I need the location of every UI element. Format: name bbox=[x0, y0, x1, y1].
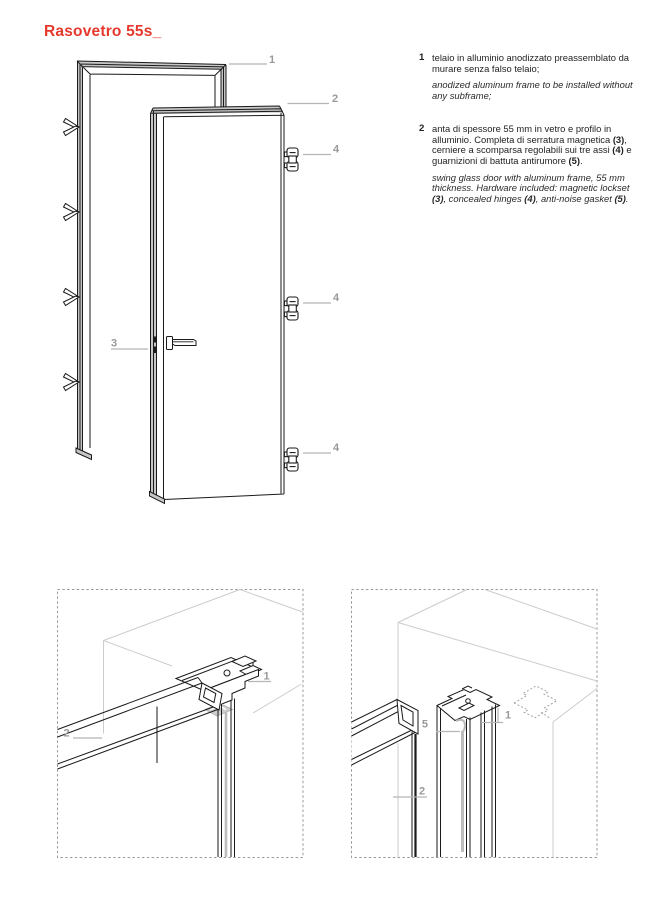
note-text-italian bbox=[432, 53, 633, 74]
note-text-segment: anta di spessore 55 mm in vetro e profilo in alluminio. Completa di serratura magnetica bbox=[432, 122, 613, 145]
wall-clip-icon bbox=[64, 204, 80, 221]
detail-right bbox=[352, 590, 598, 858]
note-text-english bbox=[432, 80, 633, 101]
note-text-segment: , cerniere a scomparsa regolabili sui tre assi bbox=[432, 133, 627, 156]
callout-hinge-top: 4 bbox=[333, 143, 340, 156]
detail-left bbox=[58, 590, 304, 858]
gasket-curl bbox=[456, 720, 465, 732]
callout-detail-right-gasket: 5 bbox=[421, 718, 428, 731]
note-text-segment: . bbox=[625, 193, 629, 205]
detail-left-door-panel bbox=[58, 678, 223, 770]
main-figure bbox=[64, 54, 341, 504]
note-text-segment: telaio in alluminio anodizzato preassemblato da murare senza falso telaio; bbox=[432, 52, 629, 74]
note-text-segment-bold: (3) bbox=[612, 133, 625, 145]
door-drawing bbox=[150, 106, 299, 504]
callout-frame: 1 bbox=[269, 54, 276, 66]
page-title: Rasovetro 55s_ bbox=[44, 23, 162, 40]
wall-clip-icon bbox=[64, 374, 80, 391]
hinge-icon bbox=[284, 148, 298, 171]
callout-detail-right-door: 2 bbox=[419, 785, 426, 798]
note-text-segment-bold: (4) bbox=[612, 144, 624, 156]
callout-detail-left-frame: 1 bbox=[263, 670, 270, 683]
hinge-icon bbox=[284, 448, 298, 471]
note-text-segment: swing glass door with aluminum frame, 55 mm thickness. Hardware included: magnetic lockset bbox=[432, 171, 630, 194]
callout-hinge-bottom: 4 bbox=[333, 442, 340, 454]
notes-column bbox=[419, 53, 633, 227]
callout-hinge-mid: 4 bbox=[333, 292, 340, 304]
note-text-segment: , concealed hinges bbox=[443, 193, 525, 205]
wall-clip-icon bbox=[64, 119, 80, 136]
note-text-segment-bold: (3) bbox=[432, 193, 444, 205]
dashed-profile-footprint bbox=[514, 686, 557, 718]
note-text-segment: e guarnizioni di battuta antirumore bbox=[432, 144, 632, 166]
detail-right-frame-profile bbox=[437, 686, 500, 857]
wall-clip-icon bbox=[64, 289, 80, 306]
detail-left-frame-profile bbox=[176, 656, 262, 857]
hinge-icon bbox=[284, 297, 298, 320]
note-frame bbox=[419, 53, 633, 102]
note-number: 2 bbox=[419, 122, 425, 134]
note-text-segment-bold: (5) bbox=[568, 154, 581, 166]
callout-lockset: 3 bbox=[111, 337, 118, 350]
callout-detail-left-door: 2 bbox=[63, 727, 70, 740]
note-number: 1 bbox=[419, 52, 425, 63]
note-text-segment-bold: (4) bbox=[524, 193, 536, 205]
note-text-segment-bold: (5) bbox=[614, 193, 626, 205]
note-text-italian bbox=[432, 124, 633, 167]
note-text-english bbox=[432, 173, 633, 205]
note-door bbox=[419, 124, 633, 205]
callout-detail-right-frame: 1 bbox=[505, 709, 512, 722]
note-text-segment: anodized aluminum frame to be installed without any subframe; bbox=[432, 79, 633, 102]
note-text-segment: . bbox=[580, 154, 583, 166]
detail-right-door-panel bbox=[352, 700, 419, 858]
note-text-segment: , anti-noise gasket bbox=[535, 193, 615, 205]
callout-door: 2 bbox=[332, 93, 339, 105]
